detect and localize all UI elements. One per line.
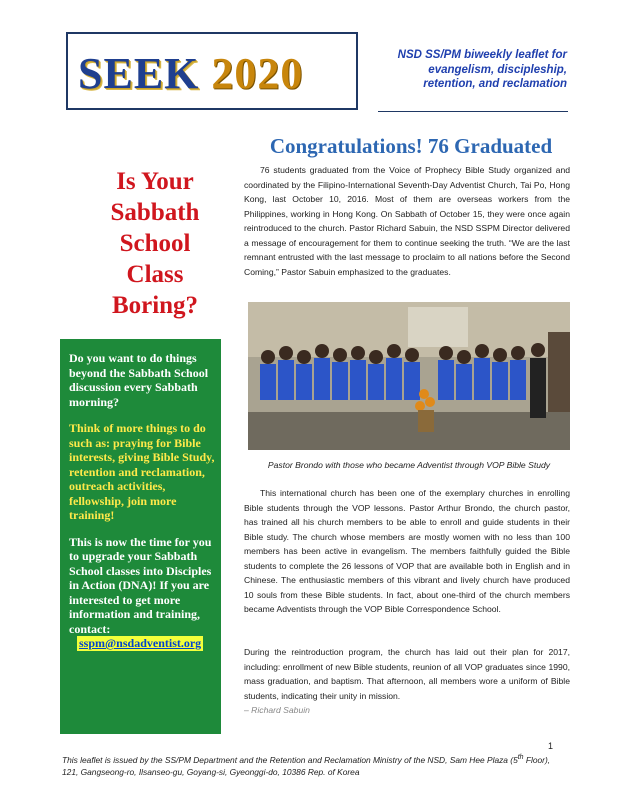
callout-invitation-text: This is now the time for you to upgrade your Sabbath School classes into Disciples in Action (DNA)! If you are interested to get more information and training, contact:: [69, 534, 212, 636]
article-paragraph-3-text: During the reintroduction program, the church has laid out their plan for 2017, including: enrollment of new Bible students, reunion of all VOP graduates since 1990, mass graduation, and baptism. That afternoon, all members wore a uniform of Bible students, indicating their unity in mission.: [244, 647, 570, 701]
sidebar-headline-line: Class: [126, 261, 184, 288]
tagline-line-2: evangelism, discipleship,: [428, 63, 567, 76]
sidebar-headline-line: Sabbath: [110, 199, 200, 226]
masthead-title: [78, 49, 304, 98]
tagline: [377, 48, 567, 92]
graduates-photo: [248, 302, 570, 450]
article-paragraph-3: [244, 645, 570, 718]
article-paragraph-1: 76 students graduated from the Voice of Prophecy Bible Study organized and coordinated by the Filipino-International Seventh-Day Adventist Church, Tai Po, Hong Kong, last October 10, 2016. Most of them are overseas workers from the Philippines, working in Hong Kong. On Sabbath of October 15, they were once again reintroduced to the church. Pastor Richard Sabuin, the NSD SSPM Director delivered a message of encouragement for them to continue seeking the truth. “We are the last remnant entrusted with the last message to proclaim to all nations before the Second Coming,” Pastor Sabuin emphasized to the graduates.: [244, 165, 570, 277]
masthead-year: 2020: [211, 49, 304, 98]
tagline-line-3: retention, and reclamation: [423, 78, 567, 90]
sidebar-headline-line: Is Your: [116, 168, 194, 195]
callout-suggestions: Think of more things to do such as: praying for Bible interests, giving Bible Study, retention and reclamation, outreach activities, fellowship, join more training!: [69, 421, 215, 522]
footer-text-a: This leaflet is issued by the SS/PM Department and the Retention and Reclamation Ministry of the NSD, Sam Hee Plaza (5: [62, 754, 518, 765]
callout-question: Do you want to do things beyond the Sabbath School discussion every Sabbath morning?: [69, 351, 209, 409]
masthead-title-word: SEEK: [78, 49, 200, 98]
article-byline: – Richard Sabuin: [244, 705, 310, 715]
contact-email-link[interactable]: sspm@nsdadventist.org: [79, 636, 202, 650]
photo-caption: Pastor Brondo with those who became Adventist through VOP Bible Study: [267, 460, 551, 470]
callout-invitation: [69, 535, 215, 651]
sidebar-headline: [60, 166, 250, 321]
sidebar-headline-line: School: [119, 230, 191, 257]
article-paragraph-2: This international church has been one of the exemplary churches in enrolling Bible students through the VOP lessons. Pastor Arthur Brondo, the church pastor, has trained all his church members to be able to enroll and guide students in their Bible study. The church whose members are mostly women with no less than 100 members has been active in evangelism. The members faithfully guided the Bible students to complete the 26 lessons of VOP that are available both in English and in Chinese. The enthusiastic members of this vibrant and lively church have produced 10 souls from these Bible students. In fact, about one-third of the church members became Adventists through the VOP Bible Correspondence School.: [244, 488, 570, 614]
footer-text-b: Floor), 121, Gangseong-ro, Ilsanseo-gu, Goyang-si, Gyeonggi-do, 10386 Rep. of Korea: [62, 754, 551, 778]
footer-superscript: th: [517, 754, 524, 761]
sidebar-callout-box: [60, 339, 221, 734]
sidebar-headline-line: Boring?: [111, 292, 199, 319]
graduates-photo-illustration: [248, 302, 570, 450]
tagline-line-1: NSD SS/PM biweekly leaflet for: [397, 49, 567, 61]
tagline-divider: [378, 111, 568, 112]
masthead-box: [66, 32, 358, 110]
article-headline: Congratulations! 76 Graduated: [269, 134, 553, 158]
footer-note: [62, 752, 552, 779]
page-number: 1: [548, 741, 554, 751]
